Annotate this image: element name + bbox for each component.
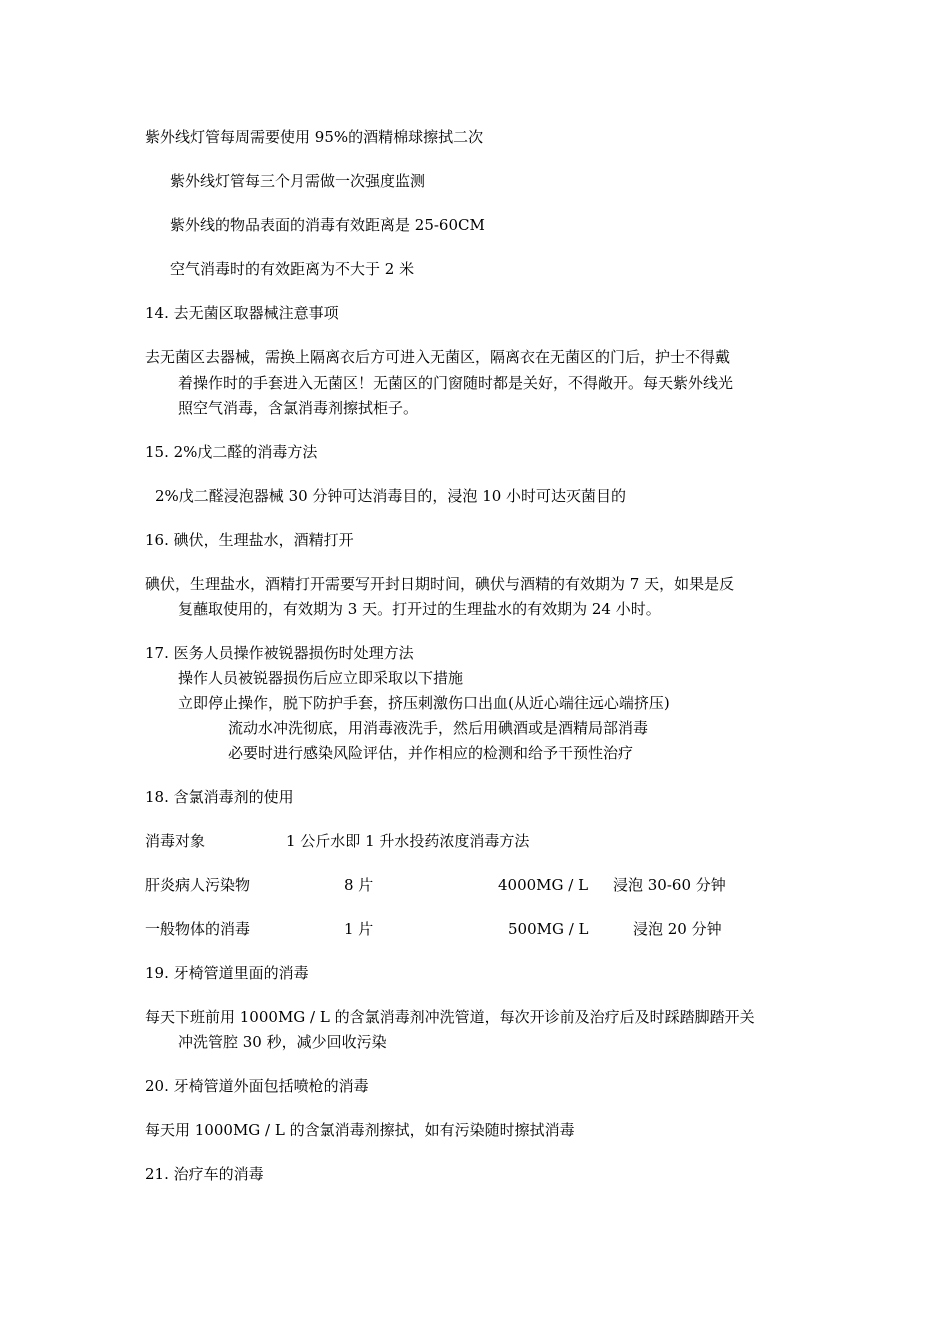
uv-monitor-text: 紫外线灯管每三个月需做一次强度监测 (170, 172, 426, 190)
section-19-line-2: 冲洗管腔 30 秒，减少回收污染 (178, 1033, 387, 1051)
table-row1-object: 肝炎病人污染物 (145, 876, 251, 894)
table-row2-tablets: 1 片 (344, 920, 374, 938)
section-16-line-1: 碘伏，生理盐水，酒精打开需要写开封日期时间，碘伏与酒精的有效期为 7 天，如果是反 (145, 575, 735, 593)
section-17-step-d: 必要时进行感染风险评估，并作相应的检测和给予干预性治疗 (228, 744, 634, 762)
uv-surface-distance-text: 紫外线的物品表面的消毒有效距离是 25-60CM (170, 216, 485, 234)
section-18-heading: 18. 含氯消毒剂的使用 (145, 788, 294, 806)
section-17-step-b: 立即停止操作，脱下防护手套，挤压刺激伤口出血(从近心端往远心端挤压) (178, 694, 670, 712)
section-19-heading: 19. 牙椅管道里面的消毒 (145, 964, 309, 982)
table-header-dose: 1 公斤水即 1 升水投药浓度消毒方法 (286, 832, 530, 850)
table-row2-method: 浸泡 20 分钟 (633, 920, 722, 938)
table-header-object: 消毒对象 (145, 832, 206, 850)
table-row2-object: 一般物体的消毒 (145, 920, 251, 938)
table-row2-concentration: 500MG / L (508, 920, 589, 938)
section-17-heading: 17. 医务人员操作被锐器损伤时处理方法 (145, 644, 414, 662)
section-15-heading: 15. 2%戊二醛的消毒方法 (145, 443, 318, 461)
section-14-line-3: 照空气消毒，含氯消毒剂擦拭柜子。 (178, 399, 419, 417)
section-14-line-1: 去无菌区去器械，需换上隔离衣后方可进入无菌区，隔离衣在无菌区的门后，护士不得戴 (145, 348, 731, 366)
uv-air-distance-text: 空气消毒时的有效距离为不大于 2 米 (170, 260, 415, 278)
table-row1-method: 浸泡 30-60 分钟 (613, 876, 726, 894)
section-16-heading: 16. 碘伏，生理盐水，酒精打开 (145, 531, 354, 549)
table-row1-concentration: 4000MG / L (498, 876, 589, 894)
section-19-line-1: 每天下班前用 1000MG / L 的含氯消毒剂冲洗管道，每次开诊前及治疗后及时踩踏脚踏开关 (145, 1008, 755, 1026)
section-16-line-2: 复蘸取使用的，有效期为 3 天。打开过的生理盐水的有效期为 24 小时。 (178, 600, 661, 618)
section-20-text: 每天用 1000MG / L 的含氯消毒剂擦拭，如有污染随时擦拭消毒 (145, 1121, 575, 1139)
uv-wipe-text: 紫外线灯管每周需要使用 95%的酒精棉球擦拭二次 (145, 128, 484, 146)
section-21-heading: 21. 治疗车的消毒 (145, 1165, 264, 1183)
section-20-heading: 20. 牙椅管道外面包括喷枪的消毒 (145, 1077, 369, 1095)
section-17-step-a: 操作人员被锐器损伤后应立即采取以下措施 (178, 669, 464, 687)
section-14-line-2: 着操作时的手套进入无菌区！无菌区的门窗随时都是关好，不得敞开。每天紫外线光 (178, 374, 734, 392)
table-row1-tablets: 8 片 (344, 876, 374, 894)
section-15-text: 2%戊二醛浸泡器械 30 分钟可达消毒目的，浸泡 10 小时可达灭菌目的 (155, 487, 627, 505)
section-17-step-c: 流动水冲洗彻底，用消毒液洗手，然后用碘酒或是酒精局部消毒 (228, 719, 649, 737)
section-14-heading: 14. 去无菌区取器械注意事项 (145, 304, 339, 322)
